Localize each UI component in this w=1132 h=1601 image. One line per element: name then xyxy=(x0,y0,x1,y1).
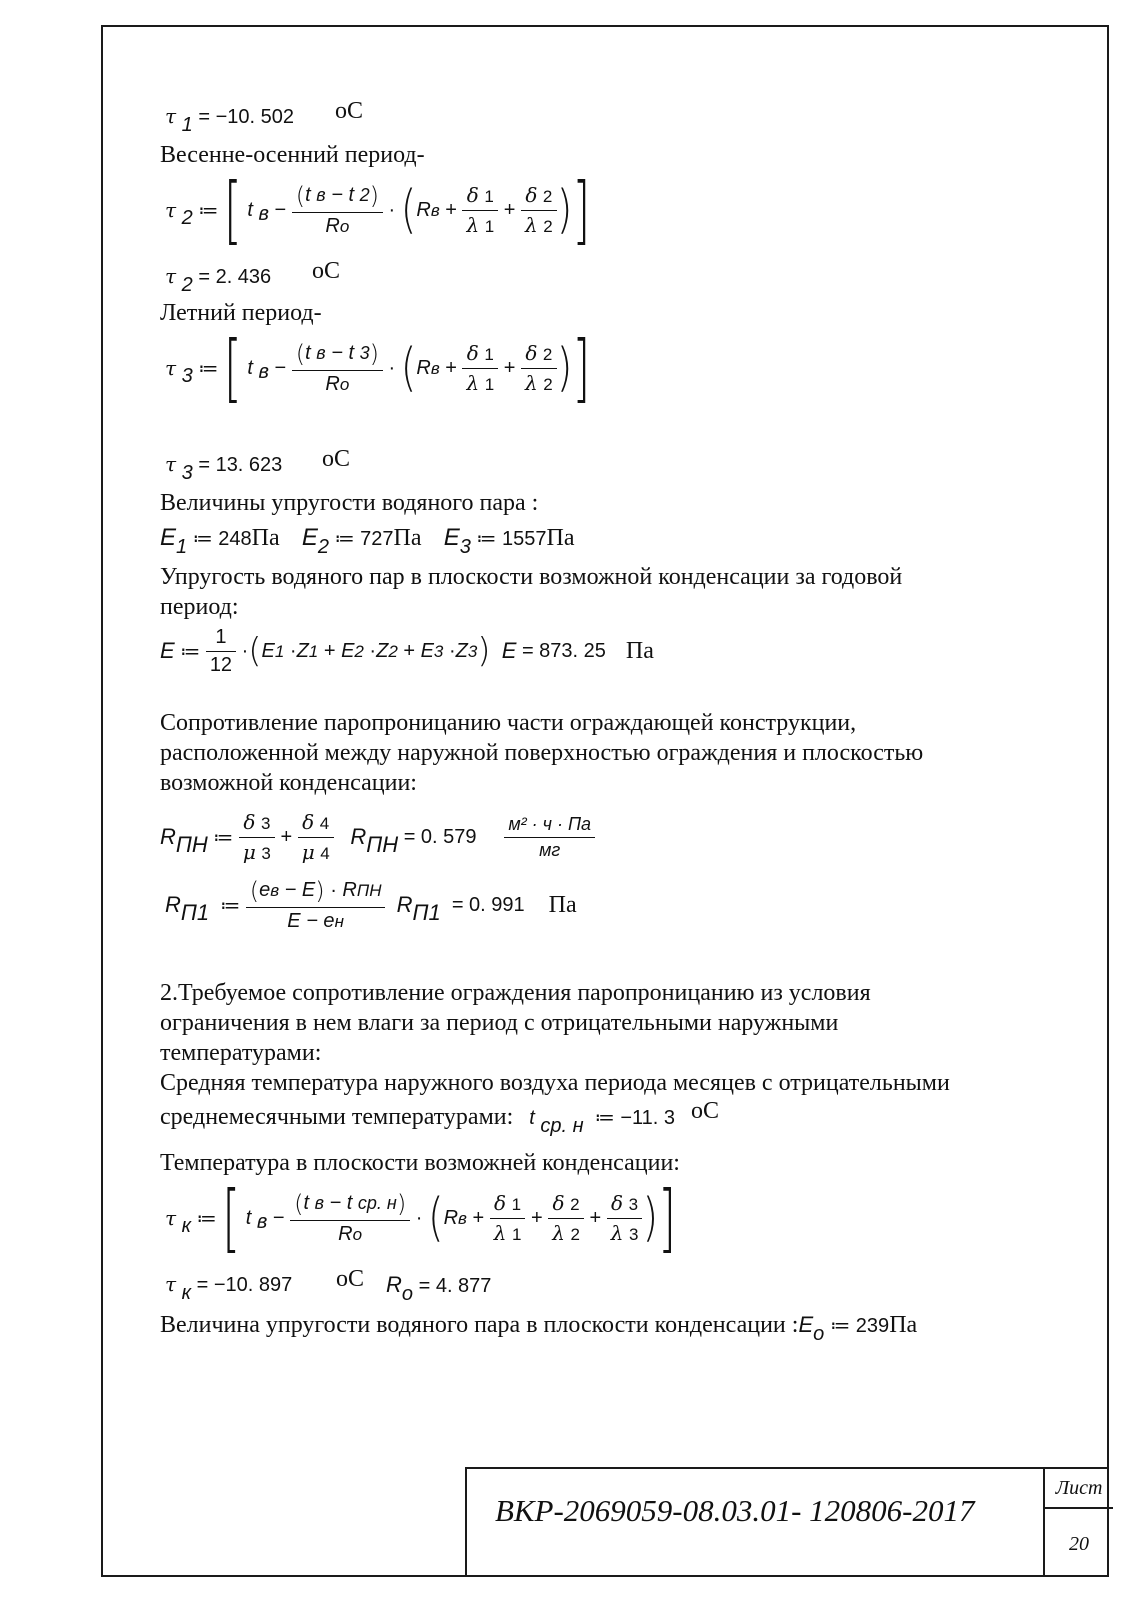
ro-value: = 4. 877 xyxy=(418,1275,492,1297)
e-result: = 873. 25 xyxy=(521,639,606,662)
tau3-line: τ 3 = 13. 623 xyxy=(165,452,283,484)
avg-elasticity-text-2: период: xyxy=(160,594,239,620)
resistance-text-2: расположенной между наружной поверхностью ограждения и плоскостью xyxy=(160,740,924,766)
sheet-cell xyxy=(1043,1469,1113,1577)
tsrn-value: ≔ −11. 3 xyxy=(594,1107,676,1129)
eo-text: Величина упругости водяного пара в плоскости конденсации : xyxy=(160,1312,799,1338)
title-block xyxy=(465,1467,1109,1577)
required-text-3: температурами: xyxy=(160,1040,322,1066)
e2-value: ≔ 727 xyxy=(334,528,394,550)
sheet-number: 20 xyxy=(1069,1533,1089,1555)
eo-value: ≔ 239 xyxy=(830,1315,890,1337)
sheet-divider xyxy=(1045,1507,1113,1509)
eo-unit: Па xyxy=(889,1312,918,1338)
summer-period-label: Летний период- xyxy=(160,300,322,326)
tauk-value: = −10. 897 xyxy=(196,1274,293,1296)
tauk-formula: τ к ≔ [ t в − (t в − t ср. н) Ro · ( Rв + δ 1 λ 1 + δ 2 λ 2 + δ 3 λ 3 ) ] xyxy=(165,1174,677,1262)
tau2-line: τ 2 = 2. 436 xyxy=(165,264,272,296)
tau2-unit: оС xyxy=(312,258,341,284)
resistance-text-1: Сопротивление паропроницанию части ограждающей конструкции, xyxy=(160,710,857,736)
tsrn-unit: оС xyxy=(691,1098,720,1124)
tau1-line: τ 1 = −10. 502 xyxy=(165,104,294,136)
required-text-1: 2.Требуемое сопротивление ограждения паропроницанию из условия xyxy=(160,980,871,1006)
resistance-text-3: возможной конденсации: xyxy=(160,770,417,796)
rp1-unit: Па xyxy=(548,891,577,918)
document-code: ВКР-2069059-08.03.01- 120806-2017 xyxy=(495,1493,975,1528)
required-text-2: ограничения в нем влаги за период с отрицательными наружными xyxy=(160,1010,839,1036)
tau3-formula: τ 3 ≔ [ t в − (t в − t 3) Ro · ( Rв + δ 1 λ 1 + δ 2 λ 2 ) ] xyxy=(165,324,591,412)
tau2-formula: τ 2 ≔ [ t в − (t в − t 2) Ro · ( Rв + δ 1 λ 1 + δ 2 λ 2 ) ] xyxy=(165,166,591,254)
eo-line: Величина упругости водяного пара в плоскости конденсации $:E_o$ ≔ 239Па xyxy=(160,1312,918,1345)
e1-value: ≔ 248 xyxy=(192,528,252,550)
vapor-elasticity-heading: Величины упругости водяного пара : xyxy=(160,490,539,516)
avg-temp-text-1: Средняя температура наружного воздуха периода месяцев с отрицательными xyxy=(160,1070,950,1096)
tk-text: Температура в плоскости возможней конденсации: xyxy=(160,1150,680,1176)
avg-temp-line-2: среднемесячными температурами: t ср. н ≔ −11. 3 оС xyxy=(160,1098,720,1137)
avg-temp-text-2: среднемесячными температурами: xyxy=(160,1104,514,1130)
e3-value: ≔ 1557 xyxy=(476,528,547,550)
tau1-unit: оС xyxy=(335,98,364,124)
autumn-period-label: Весенне-осенний период- xyxy=(160,142,425,168)
tau1-value: = −10. 502 xyxy=(198,106,294,128)
tau2-value: = 2. 436 xyxy=(198,266,272,288)
rpn-unit-den: мг xyxy=(539,839,561,860)
tau3-value: = 13. 623 xyxy=(198,454,283,476)
tauk-line: τ к = −10. 897 xyxy=(165,1272,293,1304)
rp1-formula: R П1 ≔ (eв − E) · RПН E − eн R П1 = 0. 991 Па xyxy=(165,877,577,932)
sheet-label: Лист xyxy=(1055,1477,1103,1499)
ro-line: Ro = 4. 877 xyxy=(386,1272,492,1305)
rpn-formula: R ПН ≔ δ 3 μ 3 + δ 4 μ 4 R ПН = 0. 579 м² · ч · Па мг xyxy=(160,806,595,868)
avg-elasticity-text-1: Упругость водяного пар в плоскости возможной конденсации за годовой xyxy=(160,564,903,590)
tauk-unit: оС xyxy=(336,1266,365,1292)
tau3-unit: оС xyxy=(322,446,351,472)
e-formula: E ≔ 1 12 · ( E1 · Z1 + E2 · Z2 + E3 · Z3 ) E = 873. 25 Па xyxy=(160,625,654,676)
rp1-value: = 0. 991 xyxy=(451,893,525,916)
page-frame xyxy=(101,25,1109,1577)
e-result-unit: Па xyxy=(625,637,654,664)
rpn-value: = 0. 579 xyxy=(403,825,477,848)
rpn-unit-num: м² · ч · Па xyxy=(504,814,595,838)
e-values-line: E1 ≔ 248Па E2 ≔ 727Па E3 ≔ 1557Па xyxy=(160,524,575,558)
